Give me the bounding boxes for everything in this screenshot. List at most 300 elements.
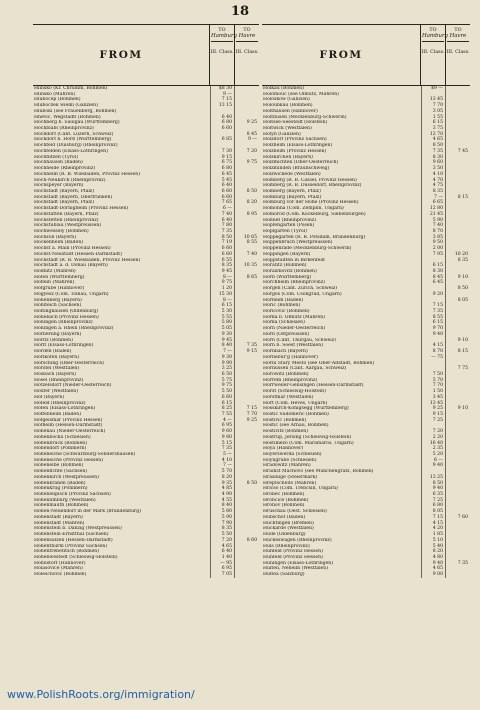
- place-name: Holzwickede (Westfalen): [262, 172, 422, 178]
- place-name: Hultea (Salzburg): [262, 572, 422, 578]
- place-name: Hofgeismar (Provinz Hessen): [33, 418, 211, 424]
- hamburg-fare: 7 50: [422, 372, 446, 378]
- havre-fare: [235, 572, 259, 578]
- hamburg-fare: 7 35: [211, 446, 235, 452]
- place-name: Hohendorf (Pommern): [33, 446, 211, 452]
- havre-fare: 8 50: [457, 286, 468, 292]
- place-name: Holyň (Galizien): [262, 132, 422, 138]
- place-name: Horrem (Rheinprovinz): [262, 378, 422, 384]
- place-name: Horowitz (Böhmen): [262, 372, 422, 378]
- hamburg-fare: 7 55: [211, 412, 235, 418]
- hamburg-fare: 6 60: [211, 189, 235, 195]
- hamburg-fare: 9 50: [422, 240, 446, 246]
- place-name: Hrobčice (Böhmen): [262, 498, 422, 504]
- hamburg-fare: 9 —: [211, 92, 235, 98]
- hamburg-fare: 1 85: [422, 532, 446, 538]
- place-name: Hochheide (Rheinprovinz): [33, 166, 211, 172]
- place-name: Hohenstadt (Bayern): [33, 515, 211, 521]
- hamburg-fare: 4 70: [422, 178, 446, 184]
- place-name: Hoppenbruch (Westpreussen): [262, 240, 422, 246]
- place-name: Holzheim (Elsass-Lothringen): [262, 143, 422, 149]
- hamburg-fare: 5 70: [211, 469, 235, 475]
- place-name: Honnef (Rheinprovinz): [262, 218, 422, 224]
- place-name: Hohenthurm (Provinz Sachsen): [33, 544, 211, 550]
- hamburg-fare: 6 95: [211, 566, 235, 572]
- havre-fare: 8 60: [246, 537, 257, 543]
- place-name: Hofeld (Rheinprovinz): [33, 401, 211, 407]
- place-name: Huckarde (Westfalen): [262, 526, 422, 532]
- place-name: Hoch-Neukirch (Rheinprovinz): [33, 178, 211, 184]
- havre-fare: 9 10: [457, 274, 468, 280]
- hamburg-fare: 5 45: [211, 178, 235, 184]
- place-name: Höflein (Mähren): [33, 280, 211, 286]
- hamburg-fare: 3 75: [422, 126, 446, 132]
- havre-fare: 7 20: [246, 148, 257, 154]
- hamburg-fare: 6 15: [211, 401, 235, 407]
- place-name: Hornussen (Cant. Aargau, Schweiz): [262, 366, 422, 372]
- place-name: Hořic (Böhmen): [262, 303, 422, 309]
- place-name: Hohenleipisch (Provinz Sachsen): [33, 492, 211, 498]
- place-name: Hochwessely (Böhmen): [33, 229, 211, 235]
- hamburg-fare: 6 80: [211, 120, 235, 126]
- havre-fare: 10 35: [243, 263, 257, 269]
- hamburg-fare: 6 60: [211, 252, 235, 258]
- hamburg-fare: 6 15: [211, 303, 235, 309]
- hamburg-fare: 7 19: [211, 240, 235, 246]
- place-name: Holzmichten (Ober-Oesterreich): [262, 160, 422, 166]
- place-name: Homburg vor der Höhe (Provinz Hessen): [262, 200, 422, 206]
- place-name: Hohenwestedt (Schleswig-Holstein): [33, 555, 211, 561]
- hamburg-fare: 5 70: [422, 378, 446, 384]
- place-name: Hořatitz (Böhmen): [262, 263, 422, 269]
- havre-fare: 9 —: [248, 137, 257, 143]
- hamburg-fare: 7 —: [211, 349, 235, 355]
- right-table-header: [262, 24, 470, 86]
- place-name: Holthausen (Hannover): [262, 109, 422, 115]
- place-name: Högyész (Com. Tolnau, Ungarn): [33, 292, 211, 298]
- hamburg-fare: 7 25: [422, 418, 446, 424]
- hamburg-fare: 6 40: [211, 549, 235, 555]
- hamburg-fare: 5 75: [211, 378, 235, 384]
- place-name: Hochdorf (Cant. Luzern, Schweiz): [33, 132, 211, 138]
- place-name: Hronov (Böhmen): [262, 503, 422, 509]
- hamburg-fare: 21 45: [422, 212, 446, 218]
- place-name: Höningen (Rheinprovinz): [33, 320, 211, 326]
- hamburg-fare: 7 80: [211, 223, 235, 229]
- place-name: Homburg (Bayern, Pfalz): [262, 195, 422, 201]
- hamburg-fare: 9 75: [211, 383, 235, 389]
- place-name: Hünfeld (Provinz Hessen): [262, 549, 422, 555]
- hamburg-fare: 7 —: [211, 463, 235, 469]
- place-name: Holomouc (see Olmütz, Mähren): [262, 92, 422, 98]
- place-name: Hochfelden (Elsass-Lothringen): [33, 149, 211, 155]
- place-name: Homberg (R. B. Düsseldorf, Rheinprovinz): [262, 183, 422, 189]
- havre-fare: 7 60: [457, 514, 468, 520]
- place-name: Hohnstorf (Hannover): [33, 561, 211, 567]
- place-name: Hohenkirch (Westpreussen): [33, 475, 211, 481]
- place-name: Hopfengarten (Posen): [262, 223, 422, 229]
- havre-fare: 8 50: [246, 480, 257, 486]
- place-name: Höxter (Westfalen): [33, 389, 211, 395]
- place-name: Horn (Nieder-Oesterreich): [262, 326, 422, 332]
- place-name: Hötzelsdorf (Nieder-Oesterreich): [33, 383, 211, 389]
- place-name: Hochstätten (Bayern, Pfalz): [33, 212, 211, 218]
- hamburg-fare: 9 40: [422, 332, 446, 338]
- place-name: Horn (Ostpreussen): [262, 332, 422, 338]
- hamburg-fare: 6 60: [211, 195, 235, 201]
- hamburg-fare: 8 30: [422, 269, 446, 275]
- place-name: Hohenfichte (Sachsen): [33, 469, 211, 475]
- place-name: Horka b. Olmütz (Mähren): [262, 315, 422, 321]
- hamburg-fare: 6 85: [211, 137, 235, 143]
- hamburg-fare: 5 15: [211, 441, 235, 447]
- place-name: Holzdorf (Provinz Sachsen): [262, 137, 422, 143]
- place-name: Hörberling (Bayern): [33, 332, 211, 338]
- place-name: Hohenlimburg (Westfalen): [33, 498, 211, 504]
- place-name: Höningen a. Rhein (Rheinprovinz): [33, 326, 211, 332]
- hamburg-fare: 8 20: [422, 549, 446, 555]
- hamburg-fare: 4 65: [422, 566, 446, 572]
- hamburg-fare: 7 35: [422, 309, 446, 315]
- place-name: Holtwick (Westfalen): [262, 126, 422, 132]
- place-name: Hoheneiche (Schwarzburg-Sondershausen): [33, 452, 211, 458]
- hamburg-fare: 9 60: [422, 160, 446, 166]
- havre-fare: 7 70: [246, 411, 257, 417]
- hamburg-fare: 4 —: [211, 418, 235, 424]
- hamburg-fare: 7 15: [422, 515, 446, 521]
- hamburg-fare: 5 —: [211, 452, 235, 458]
- hamburg-fare: 4 55: [211, 498, 235, 504]
- place-name: Höhlteich (Sachsen): [33, 303, 211, 309]
- hamburg-fare: 13 25: [422, 475, 446, 481]
- hamburg-fare: 9 30: [211, 355, 235, 361]
- havre-fare: 7 40: [246, 251, 257, 257]
- place-name: Hruschau (Oest. Schlesien): [262, 509, 422, 515]
- place-name: Höchst-Neustadt (Hessen-Darmstadt): [33, 252, 211, 258]
- hamburg-fare: 6 35: [422, 492, 446, 498]
- hamburg-fare: 5 20: [422, 452, 446, 458]
- place-name: Höchstadt (R. B. Wiesbaden, Provinz Hessen): [33, 258, 211, 264]
- place-name: Hörden (Baden): [33, 349, 211, 355]
- havre-fare: 9 25: [246, 417, 257, 423]
- place-name: Hradisť Machovo (see Münchengrätz, Böhmen): [262, 469, 422, 475]
- hamburg-fare: 8 40: [211, 503, 235, 509]
- place-name: Huchtingen (Bremen): [262, 521, 422, 527]
- place-name: Hostivitz (Böhmen): [262, 429, 422, 435]
- havre-fare: 8 55: [246, 240, 257, 246]
- place-name: Holzminden (Braunschweig): [262, 166, 422, 172]
- hamburg-fare: 7 70: [422, 383, 446, 389]
- place-name: Hohen-Neuendorf in der Mark (Brandenburg): [33, 509, 211, 515]
- right-rate-list: [262, 86, 470, 578]
- place-name: Hornebur'g (Hannover): [262, 355, 422, 361]
- place-name: Horni Stary Město (see Ober-Altstadt, Böhmen): [262, 361, 422, 367]
- place-name: Hohenstadt (Mähren): [33, 521, 211, 527]
- hamburg-fare: 7 05: [211, 572, 235, 578]
- place-name: Horheim (Baden): [262, 298, 422, 304]
- place-name: Hohenkrähen (Baden): [33, 481, 211, 487]
- hamburg-fare: — 95: [211, 561, 235, 567]
- hamburg-fare: 8 —: [211, 298, 235, 304]
- havre-fare: 8 15: [457, 194, 468, 200]
- hamburg-fare: 1 20: [211, 286, 235, 292]
- havre-fare: 8 20: [246, 200, 257, 206]
- place-name: Hochheim (R. B. Wiesbaden, Provinz Hessen): [33, 172, 211, 178]
- place-name: Hoyerswerda (Schlesien): [262, 452, 422, 458]
- place-name: Hüls (Rheinprovinz): [262, 544, 422, 550]
- havre-fare: 9 75: [246, 160, 257, 166]
- place-name: Höltinghausen (Oldenburg): [33, 309, 211, 315]
- hamburg-fare: 8 50: [422, 481, 446, 487]
- place-name: Hluboki (see Frauenberg, Böhmen): [33, 109, 211, 115]
- hamburg-fare: $9 —: [422, 86, 446, 92]
- place-name: Hude (Oldenburg): [262, 532, 422, 538]
- place-name: Hostivic (Böhmen): [262, 418, 422, 424]
- hamburg-fare: 8 50: [422, 143, 446, 149]
- place-name: Holoskow (Galizien): [262, 97, 422, 103]
- hamburg-fare: 16 40: [422, 441, 446, 447]
- from-heading: FROM: [262, 25, 421, 85]
- hamburg-fare: 13 45: [422, 401, 446, 407]
- havre-fare: 10 20: [454, 251, 468, 257]
- hamburg-fare: 5 40: [422, 544, 446, 550]
- havre-column-header: TO Havre III. Class.: [235, 28, 259, 55]
- place-name: Horb (Württemberg): [262, 275, 422, 281]
- place-name: Hohenstein-Ernstthal (Sachsen): [33, 532, 211, 538]
- place-name: Höfen (Württemberg): [33, 275, 211, 281]
- hamburg-fare: 8 35: [211, 526, 235, 532]
- hamburg-fare: 7 40: [211, 212, 235, 218]
- hamburg-fare: 7 20: [422, 429, 446, 435]
- hamburg-fare: 7 25: [422, 498, 446, 504]
- havre-fare: 8 50: [246, 188, 257, 194]
- havre-fare: [446, 572, 470, 578]
- place-name: Hoya (Hannover): [262, 446, 422, 452]
- hamburg-fare: 2 00: [422, 246, 446, 252]
- place-name: Hüningen (Elsass-Lothringen): [262, 561, 422, 567]
- place-name: Horgen (Cant. Zürich, Schweiz): [262, 286, 422, 292]
- hamburg-fare: 5 30: [211, 309, 235, 315]
- havre-fare: 7 75: [457, 366, 468, 372]
- hamburg-fare: 3 85: [422, 235, 446, 241]
- place-name: Hochspeyer (Bayern): [33, 183, 211, 189]
- hamburg-fare: 6 45: [211, 172, 235, 178]
- place-name: Hochstadt (Bayern, Pfalz): [33, 189, 211, 195]
- hamburg-fare: — 75: [422, 355, 446, 361]
- place-name: Holzheim (Provinz Hessen): [262, 149, 422, 155]
- havre-fare: 8 35: [457, 257, 468, 263]
- havre-fare: 7 45: [457, 148, 468, 154]
- hamburg-fare: 4 80: [422, 555, 446, 561]
- hamburg-fare: 6 15: [422, 263, 446, 269]
- havre-fare: 7 15: [246, 406, 257, 412]
- place-name: Hlubočep (Böhmen): [33, 97, 211, 103]
- hamburg-fare: 3 25: [211, 366, 235, 372]
- place-name: Hrasinige (Steiermark): [262, 475, 422, 481]
- hamburg-fare: 4 15: [422, 343, 446, 349]
- hamburg-fare: 1 55: [422, 115, 446, 121]
- hamburg-fare: 8 70: [422, 349, 446, 355]
- place-name: Hochdorf b. Horb (Württemberg): [33, 137, 211, 143]
- havre-fare: 8 45: [246, 131, 257, 137]
- hamburg-fare: 8 35: [422, 189, 446, 195]
- hamburg-fare: 8 40: [211, 343, 235, 349]
- hamburg-fare: 7 90: [211, 521, 235, 527]
- footer-link[interactable]: www.PolishRoots.org/immigration/: [7, 688, 195, 701]
- place-name: Hohenmauth (Böhmen): [33, 503, 211, 509]
- hamburg-fare: 8 30: [422, 155, 446, 161]
- hamburg-fare: 4 75: [422, 183, 446, 189]
- hamburg-fare: 5 10: [422, 538, 446, 544]
- place-name: Hochstadt (Bayern, Pfalz): [33, 200, 211, 206]
- right-table: [262, 24, 470, 578]
- place-name: Hřeptscheits (Mähren): [262, 481, 422, 487]
- table-row: [262, 572, 470, 578]
- hamburg-fare: 7 35: [422, 149, 446, 155]
- hamburg-fare: 6 55: [211, 258, 235, 264]
- hamburg-fare: 6 50: [211, 372, 235, 378]
- place-name: Hoppstädten in Birkenfeld: [262, 258, 422, 264]
- page-number: 18: [230, 4, 250, 19]
- place-name: Hohenbruck (Böhmen): [33, 441, 211, 447]
- place-name: Holoubkau (Böhmen): [262, 103, 422, 109]
- place-name: Hohensülzen (Hessen-Darmstadt): [33, 538, 211, 544]
- hamburg-fare: $8 30: [211, 86, 235, 92]
- hamburg-fare: 9 45: [211, 269, 235, 275]
- hamburg-fare: 9 00: [422, 572, 446, 578]
- havre-fare: 8 15: [457, 349, 468, 355]
- hamburg-fare: 9 15: [211, 155, 235, 161]
- hamburg-fare: 2 35: [422, 446, 446, 452]
- hamburg-fare: 9 75: [211, 280, 235, 286]
- hamburg-fare: 5 80: [211, 320, 235, 326]
- hamburg-fare: 1 40: [211, 555, 235, 561]
- place-name: Hlinsko (Kr. Chrudim, Böhmen): [33, 86, 211, 92]
- hamburg-fare: 8 50: [211, 235, 235, 241]
- place-name: Horn b. Soest (Westfalen): [262, 343, 422, 349]
- place-name: Hörstel (Westfalen): [33, 366, 211, 372]
- hamburg-fare: 6 40: [211, 115, 235, 121]
- hamburg-fare: 9 15: [422, 412, 446, 418]
- place-name: Hochfeld (Duisburg) (Rheinprovinz): [33, 143, 211, 149]
- place-name: Homorod (Com. Kockelburg, Siebenbürgen): [262, 212, 422, 218]
- hamburg-fare: 4 10: [211, 458, 235, 464]
- left-rate-list: [33, 86, 259, 578]
- hamburg-fare: 4 20: [422, 526, 446, 532]
- hamburg-fare: 9 70: [422, 326, 446, 332]
- place-name: Homberg (Bayern, Pfalz): [262, 189, 422, 195]
- hamburg-fare: 9 25: [422, 406, 446, 412]
- hamburg-fare: 6 45: [422, 280, 446, 286]
- left-table: [33, 24, 259, 578]
- place-name: Hohenau (Nieder-Oesterreich): [33, 429, 211, 435]
- place-name: Hlinsko (Mähren): [33, 92, 211, 98]
- place-name: Hülten, Neheim (Westfalen): [262, 566, 422, 572]
- hamburg-fare: 6 60: [211, 126, 235, 132]
- place-name: Hostrup, Jersing (Schleswig-Holstein): [262, 435, 422, 441]
- havre-fare: 9 10: [457, 406, 468, 412]
- place-name: Hoffenheim (Baden): [33, 412, 211, 418]
- hamburg-fare: 3 50: [422, 166, 446, 172]
- place-name: Hoheneiche (Provinz Hessen): [33, 458, 211, 464]
- hamburg-fare: 6 65: [422, 200, 446, 206]
- place-name: Holasovice (Mähren): [33, 566, 211, 572]
- table-row: [33, 572, 259, 578]
- place-name: Hort (Com. Heves, Ungarn): [262, 401, 422, 407]
- place-name: Hubschot (Baden): [262, 515, 422, 521]
- havre-fare: 9 10: [457, 337, 468, 343]
- place-name: Hof (Bayern): [33, 395, 211, 401]
- from-heading: FROM: [33, 25, 210, 85]
- hamburg-fare: 9 45: [211, 338, 235, 344]
- hamburg-fare: 8 05: [422, 509, 446, 515]
- place-name: Hopfgarten (Tyrol): [262, 229, 422, 235]
- havre-fare: 9 25: [246, 120, 257, 126]
- hamburg-fare: 4 10: [422, 172, 446, 178]
- havre-fare: 8 65: [246, 274, 257, 280]
- place-name: Holzkirchen (Bayern): [262, 155, 422, 161]
- hamburg-fare: 6 15: [422, 120, 446, 126]
- place-name: Hluboczek wielki (Galizien): [33, 103, 211, 109]
- place-name: Homonna (Com. Zemplin, Ungarn): [262, 206, 422, 212]
- hamburg-fare: 7 65: [211, 200, 235, 206]
- place-name: Huckeswagen (Rheinprovinz): [262, 538, 422, 544]
- place-name: Horstmar (Westfalen): [262, 395, 422, 401]
- place-name: Hörlt (Elsass-Lothringen): [33, 343, 211, 349]
- havre-fare: 10 65: [243, 234, 257, 240]
- place-name: Hönebach (Provinz Hessen): [33, 315, 211, 321]
- hamburg-fare: 4 65: [422, 137, 446, 143]
- place-name: Hörsching (Ober-Oesterreich): [33, 361, 211, 367]
- hamburg-fare: 7 15: [422, 303, 446, 309]
- place-name: Höppingen (Bayern): [262, 252, 422, 258]
- place-name: Hradowitz (Mähren): [262, 463, 422, 469]
- havre-fare: 8 95: [246, 211, 257, 217]
- hamburg-fare: 7 95: [422, 252, 446, 258]
- hamburg-fare: 4 65: [211, 544, 235, 550]
- havre-fare: 7 35: [246, 343, 257, 349]
- havre-column-header: TO Havre III. Class.: [446, 28, 470, 55]
- place-name: Hochstadt (Bayern, Oberfranken): [33, 195, 211, 201]
- place-name: Hochblabl (Rheinprovinz): [33, 126, 211, 132]
- hamburg-fare: 12 80: [422, 206, 446, 212]
- hamburg-fare: 7 30: [211, 149, 235, 155]
- hamburg-fare: 4 15: [422, 521, 446, 527]
- hamburg-fare: 2 20: [422, 435, 446, 441]
- hamburg-fare: 5 90: [422, 218, 446, 224]
- hamburg-fare: 6 —: [422, 458, 446, 464]
- hamburg-fare: 6 80: [211, 166, 235, 172]
- hamburg-fare: 5 90: [211, 515, 235, 521]
- hamburg-fare: 9 60: [211, 429, 235, 435]
- hamburg-fare: 8 25: [211, 406, 235, 412]
- place-name: Hochstetten (Rheinprovinz): [33, 218, 211, 224]
- place-name: Hohenelbe (Böhmen): [33, 463, 211, 469]
- place-name: Hohenkrug (Pommern): [33, 486, 211, 492]
- hamburg-fare: 9 90: [211, 361, 235, 367]
- place-name: Horka (Schlesien): [262, 320, 422, 326]
- hamburg-fare: 6 60: [211, 246, 235, 252]
- hamburg-fare: 3 05: [422, 109, 446, 115]
- havre-fare: 9 15: [246, 349, 257, 355]
- hamburg-fare: 9 40: [422, 486, 446, 492]
- hamburg-fare: 9 35: [211, 481, 235, 487]
- hamburg-fare: 5 05: [211, 326, 235, 332]
- hamburg-fare: 8 —: [211, 275, 235, 281]
- place-name: Hockenheim (Baden): [33, 240, 211, 246]
- hamburg-fare: 6 15: [422, 320, 446, 326]
- place-name: Hochstüblau (Westpreussen): [33, 223, 211, 229]
